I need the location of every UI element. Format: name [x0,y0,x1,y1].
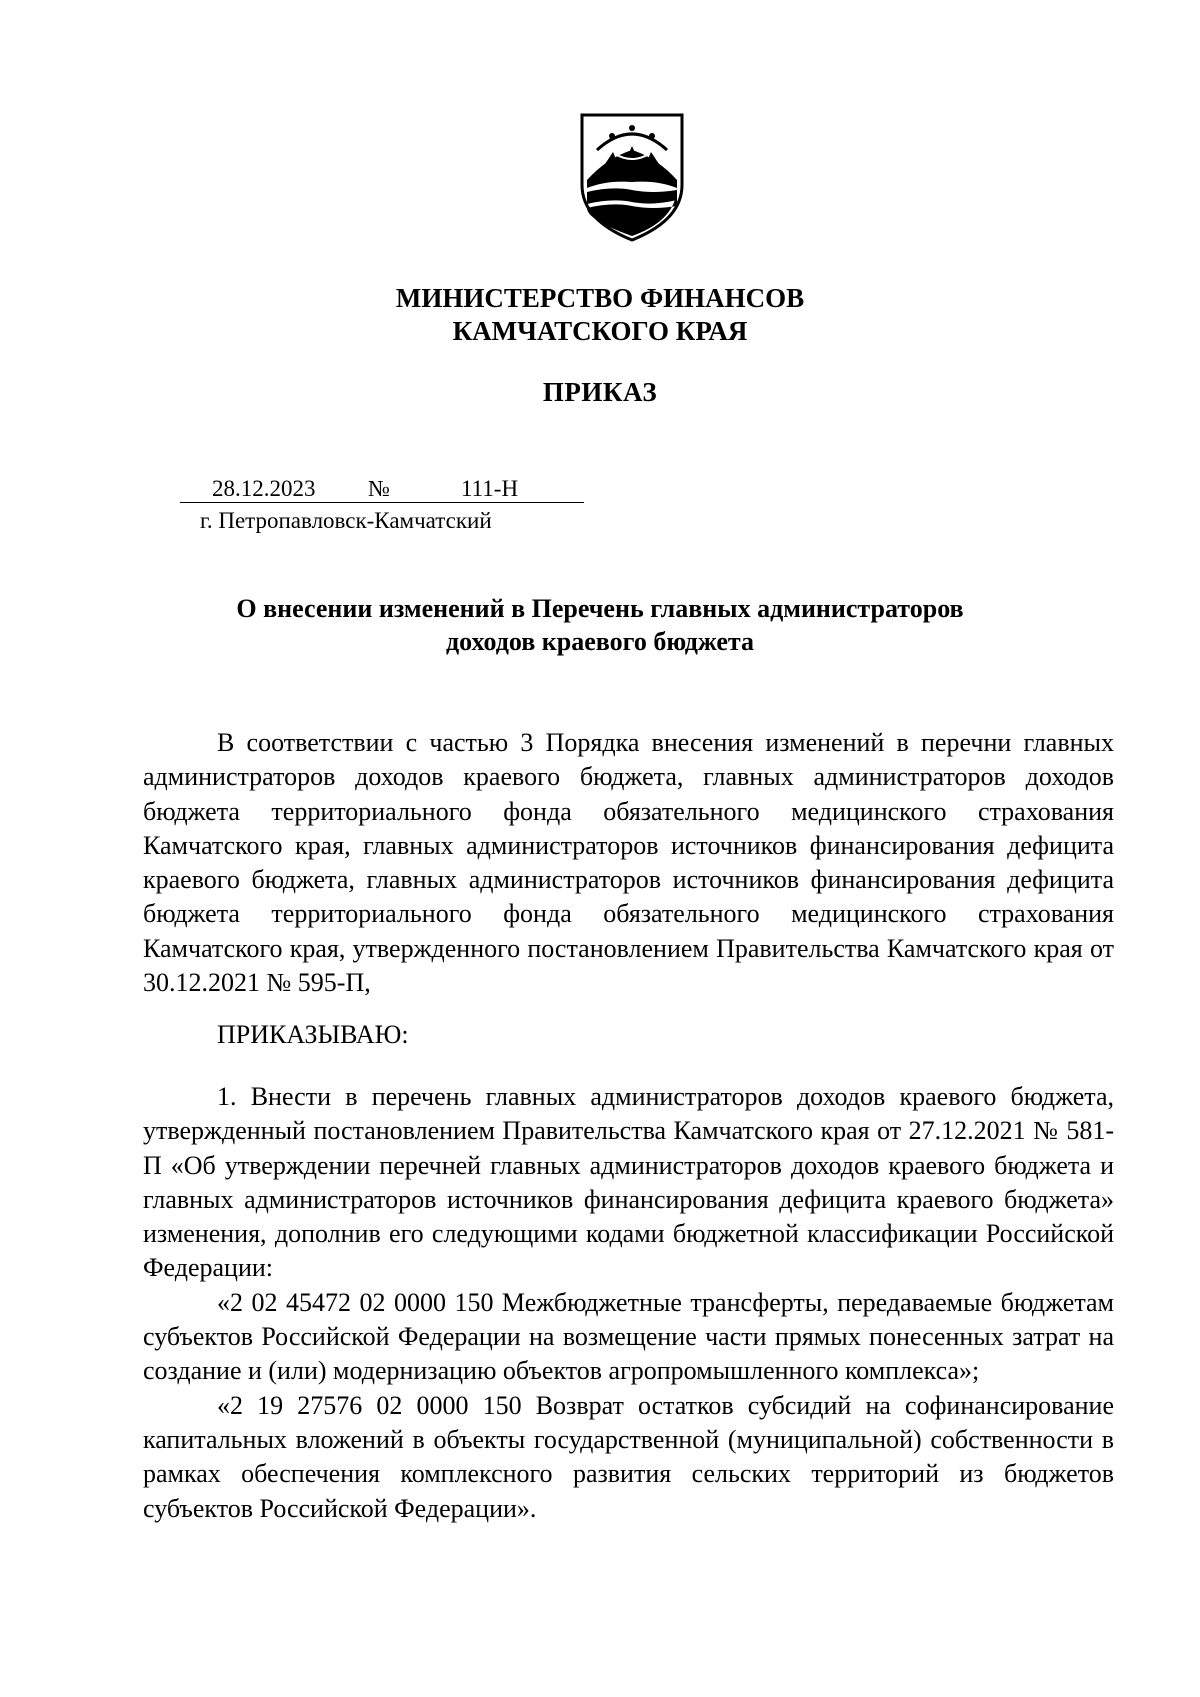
subject-line-2: доходов краевого бюджета [446,627,754,656]
budget-code-1: «2 02 45472 02 0000 150 Межбюджетные трансферты, передаваемые бюджетам субъектов Российской Федерации на возмещение части прямых понесенных затрат на создание и (или) модернизацию объектов агропромышленного комплекса»; [143,1287,1114,1386]
ministry-line-1: МИНИСТЕРСТВО ФИНАНСОВ [395,283,805,313]
document-city: г. Петропавловск-Камчатский [200,508,492,533]
document-type: ПРИКАЗ [542,377,658,407]
document-subject [0,592,1200,658]
subject-line-1: О внесении изменений в Перечень главных администраторов [236,594,964,623]
document-number: 111-Н [461,476,519,501]
preamble-text: В соответствии с частью 3 Порядка внесения изменений в перечни главных администраторов доходов краевого бюджета, главных администраторов доходов бюджета территориального фонда обязательного медицинского страхования Камчатского края, главных администраторов источников финансирования дефицита краевого бюджета, главных администраторов источников финансирования дефицита бюджета территориального фонда обязательного медицинского страхования Камчатского края, утвержденного постановлением Правительства Камчатского края от 30.12.2021 № 595-П, [143,728,1114,998]
budget-code-2: «2 19 27576 02 0000 150 Возврат остатков субсидий на софинансирование капитальных вложений в объекты государственной (муниципальной) собственности в рамках обеспечения комплексного развития сельских территорий из бюджетов субъектов Российской Федерации». [143,1390,1114,1523]
date-number-line [180,476,584,503]
ministry-line-2: КАМЧАТСКОГО КРАЯ [452,316,748,346]
item-1-text: 1. Внести в перечень главных администраторов доходов краевого бюджета, утвержденный постановлением Правительства Камчатского края от 27.12.2021 № 581-П «Об утверждении перечней главных администраторов доходов краевого бюджета и главных администраторов источников финансирования дефицита краевого бюджета» изменения, дополнив его следующими кодами бюджетной классификации Российской Федерации: [143,1082,1114,1283]
preamble-paragraph [143,726,1114,1000]
ministry-name [0,282,1200,348]
kamchatka-coat-of-arms-icon [577,110,687,245]
document-date: 28.12.2023 [212,476,316,501]
order-word-paragraph [143,1018,1114,1052]
number-sign: № [368,476,390,501]
order-word: ПРИКАЗЫВАЮ: [217,1020,409,1049]
item-1-section [143,1080,1114,1526]
